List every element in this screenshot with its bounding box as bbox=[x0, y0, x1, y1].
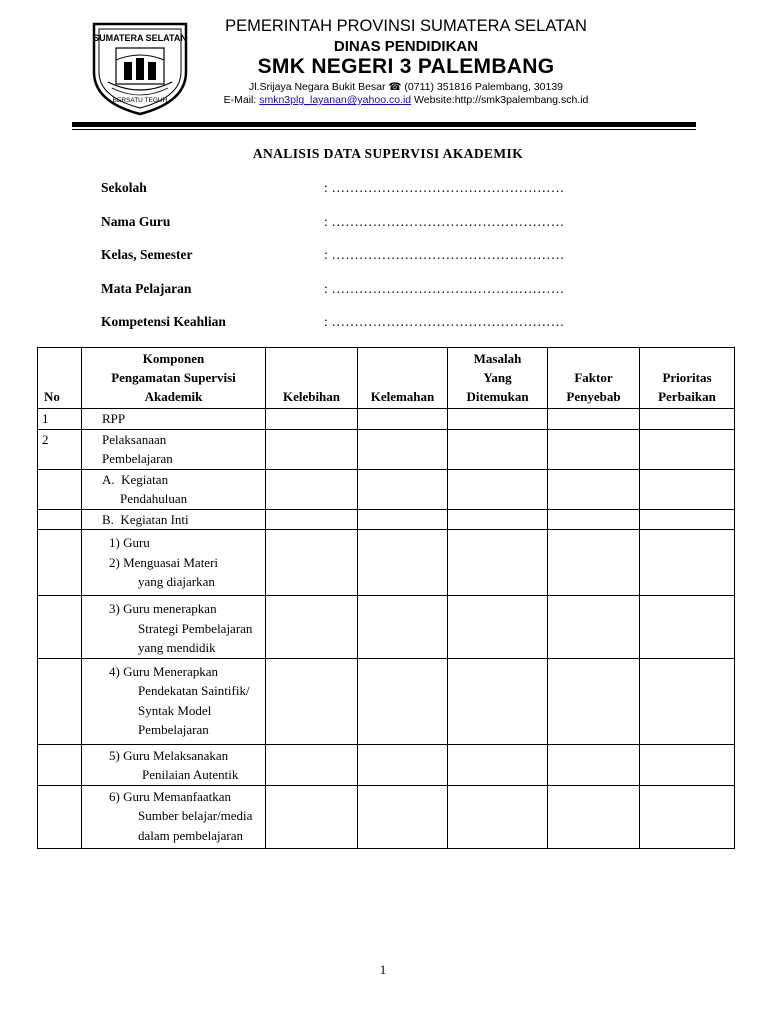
header-line: Penyebab bbox=[566, 389, 621, 404]
cell-no bbox=[38, 596, 82, 659]
cell-komponen bbox=[82, 744, 266, 785]
email-link[interactable]: smkn3plg_layanan@yahoo.co.id bbox=[259, 94, 412, 106]
cell-masalah[interactable] bbox=[448, 658, 548, 744]
cell-no bbox=[38, 785, 82, 848]
header-no: No bbox=[38, 348, 82, 409]
cell-komponen bbox=[82, 429, 266, 469]
cell-faktor[interactable] bbox=[548, 596, 640, 659]
logo-text-top: SUMATERA SELATAN bbox=[93, 33, 187, 43]
cell-kelemahan[interactable] bbox=[358, 509, 448, 530]
field-value[interactable]: : …………………………………………… bbox=[324, 247, 565, 262]
table-row bbox=[38, 785, 735, 848]
component-text: Pembelajaran bbox=[138, 722, 209, 737]
table-header-row bbox=[38, 348, 735, 409]
cell-kelemahan[interactable] bbox=[358, 530, 448, 596]
component-text: Strategi Pembelajaran bbox=[138, 620, 253, 636]
field-value[interactable]: : …………………………………………… bbox=[324, 214, 565, 229]
department-name: DINAS PENDIDIKAN bbox=[333, 38, 479, 55]
component-text: Kegiatan bbox=[121, 471, 169, 487]
cell-komponen bbox=[82, 469, 266, 509]
table-row bbox=[38, 509, 735, 530]
cell-kelemahan[interactable] bbox=[358, 744, 448, 785]
cell-no bbox=[38, 469, 82, 509]
header-kelebihan: Kelebihan bbox=[266, 348, 358, 409]
cell-masalah[interactable] bbox=[448, 785, 548, 848]
cell-kelebihan[interactable] bbox=[266, 509, 358, 530]
province-logo bbox=[86, 20, 194, 116]
header-line: Prioritas bbox=[662, 370, 712, 385]
cell-kelebihan[interactable] bbox=[266, 785, 358, 848]
cell-prioritas[interactable] bbox=[640, 658, 735, 744]
cell-kelebihan[interactable] bbox=[266, 530, 358, 596]
cell-kelebihan[interactable] bbox=[266, 429, 358, 469]
field-label: Nama Guru bbox=[101, 214, 171, 229]
cell-komponen bbox=[82, 509, 266, 530]
table-row bbox=[38, 409, 735, 430]
header-masalah bbox=[448, 348, 548, 409]
website-text: Website:http://smk3palembang.sch.id bbox=[411, 94, 589, 106]
cell-no bbox=[38, 509, 82, 530]
component-text: dalam pembelajaran bbox=[138, 827, 244, 843]
cell-prioritas[interactable] bbox=[640, 530, 735, 596]
letterhead-rule-thin bbox=[72, 129, 696, 130]
cell-kelebihan[interactable] bbox=[266, 658, 358, 744]
component-text: Kegiatan Inti bbox=[120, 511, 189, 527]
field-value[interactable]: : …………………………………………… bbox=[324, 281, 565, 296]
cell-prioritas[interactable] bbox=[640, 509, 735, 530]
school-name: SMK NEGERI 3 PALEMBANG bbox=[257, 55, 555, 78]
table-row bbox=[38, 658, 735, 744]
header-line: Pengamatan Supervisi bbox=[111, 370, 236, 385]
cell-masalah[interactable] bbox=[448, 530, 548, 596]
header-kelemahan: Kelemahan bbox=[358, 348, 448, 409]
header-line: Faktor bbox=[574, 370, 613, 385]
cell-prioritas[interactable] bbox=[640, 596, 735, 659]
cell-prioritas[interactable] bbox=[640, 785, 735, 848]
cell-komponen bbox=[82, 596, 266, 659]
cell-kelebihan[interactable] bbox=[266, 744, 358, 785]
component-text: 5) Guru Melaksanakan bbox=[109, 747, 229, 763]
cell-komponen bbox=[82, 409, 266, 430]
cell-masalah[interactable] bbox=[448, 469, 548, 509]
cell-masalah[interactable] bbox=[448, 409, 548, 430]
cell-komponen bbox=[82, 658, 266, 744]
header-line: Yang bbox=[483, 370, 512, 385]
component-text: 4) Guru Menerapkan bbox=[109, 663, 219, 679]
header-prioritas bbox=[640, 348, 735, 409]
component-text: Pendekatan Saintifik/ bbox=[138, 683, 250, 698]
header-faktor bbox=[548, 348, 640, 409]
header-line: Akademik bbox=[144, 389, 203, 404]
field-label: Kompetensi Keahlian bbox=[101, 314, 226, 329]
component-text bbox=[86, 510, 261, 530]
component-text: Syntak Model bbox=[138, 702, 212, 718]
component-text: 2) Menguasai Materi bbox=[109, 554, 219, 570]
supervision-table bbox=[37, 347, 735, 849]
cell-no bbox=[38, 530, 82, 596]
component-text: Pembelajaran bbox=[102, 451, 173, 466]
logo-text-bottom: BERSATU TEGUH bbox=[112, 97, 168, 104]
field-value[interactable]: : …………………………………………… bbox=[324, 314, 565, 329]
field-value[interactable]: : …………………………………………… bbox=[324, 180, 565, 195]
page-number: 1 bbox=[379, 962, 387, 977]
header-line: Ditemukan bbox=[466, 389, 529, 404]
cell-masalah[interactable] bbox=[448, 429, 548, 469]
cell-prioritas[interactable] bbox=[640, 744, 735, 785]
header-line: Komponen bbox=[142, 351, 205, 366]
cell-faktor[interactable] bbox=[548, 509, 640, 530]
cell-kelemahan[interactable] bbox=[358, 658, 448, 744]
table-row bbox=[38, 530, 735, 596]
component-text: 6) Guru Memanfaatkan bbox=[109, 788, 232, 804]
document-title: ANALISIS DATA SUPERVISI AKADEMIK bbox=[252, 146, 524, 161]
table-row bbox=[38, 469, 735, 509]
component-text: Pelaksanaan bbox=[102, 431, 167, 447]
contact-line bbox=[196, 94, 616, 106]
header-line: Masalah bbox=[473, 351, 522, 366]
cell-no bbox=[38, 744, 82, 785]
cell-kelemahan[interactable] bbox=[358, 409, 448, 430]
cell-no: 1 bbox=[38, 409, 82, 430]
list-marker: A. bbox=[102, 471, 115, 487]
cell-kelemahan[interactable] bbox=[358, 785, 448, 848]
field-label: Sekolah bbox=[101, 180, 147, 195]
government-name: PEMERINTAH PROVINSI SUMATERA SELATAN bbox=[225, 17, 587, 35]
cell-masalah[interactable] bbox=[448, 596, 548, 659]
component-text bbox=[86, 470, 261, 490]
cell-prioritas[interactable] bbox=[640, 409, 735, 430]
component-text: yang mendidik bbox=[138, 640, 216, 655]
cell-faktor[interactable] bbox=[548, 785, 640, 848]
table-row bbox=[38, 429, 735, 469]
cell-faktor[interactable] bbox=[548, 530, 640, 596]
field-label: Mata Pelajaran bbox=[101, 281, 192, 296]
component-text: 1) Guru bbox=[109, 535, 150, 550]
school-address: Jl.Srijaya Negara Bukit Besar ☎ (0711) 351816 Palembang, 30139 bbox=[248, 81, 564, 93]
cell-no: 2 bbox=[38, 429, 82, 469]
cell-kelebihan[interactable] bbox=[266, 469, 358, 509]
cell-faktor[interactable] bbox=[548, 469, 640, 509]
cell-kelebihan[interactable] bbox=[266, 596, 358, 659]
component-text: Penilaian Autentik bbox=[142, 767, 239, 782]
cell-prioritas[interactable] bbox=[640, 469, 735, 509]
cell-kelebihan[interactable] bbox=[266, 409, 358, 430]
list-marker: B. bbox=[102, 511, 114, 527]
cell-komponen bbox=[82, 530, 266, 596]
cell-no bbox=[38, 658, 82, 744]
header-line: Perbaikan bbox=[658, 389, 716, 404]
cell-kelemahan[interactable] bbox=[358, 469, 448, 509]
cell-faktor[interactable] bbox=[548, 744, 640, 785]
component-text: RPP bbox=[102, 411, 126, 426]
cell-komponen bbox=[82, 785, 266, 848]
component-text: 3) Guru menerapkan bbox=[109, 601, 217, 616]
component-text: yang diajarkan bbox=[138, 574, 215, 589]
cell-kelemahan[interactable] bbox=[358, 596, 448, 659]
letterhead-rule-thick bbox=[72, 122, 696, 127]
email-prefix: E-Mail: bbox=[223, 94, 260, 106]
cell-prioritas[interactable] bbox=[640, 429, 735, 469]
cell-kelemahan[interactable] bbox=[358, 429, 448, 469]
cell-faktor[interactable] bbox=[548, 429, 640, 469]
cell-masalah[interactable] bbox=[448, 744, 548, 785]
cell-masalah[interactable] bbox=[448, 509, 548, 530]
component-text: Sumber belajar/media bbox=[138, 808, 253, 823]
cell-faktor[interactable] bbox=[548, 409, 640, 430]
field-label: Kelas, Semester bbox=[101, 247, 193, 262]
cell-faktor[interactable] bbox=[548, 658, 640, 744]
header-komponen bbox=[82, 348, 266, 409]
table-row bbox=[38, 744, 735, 785]
component-text: Pendahuluan bbox=[120, 491, 188, 506]
table-row bbox=[38, 596, 735, 659]
